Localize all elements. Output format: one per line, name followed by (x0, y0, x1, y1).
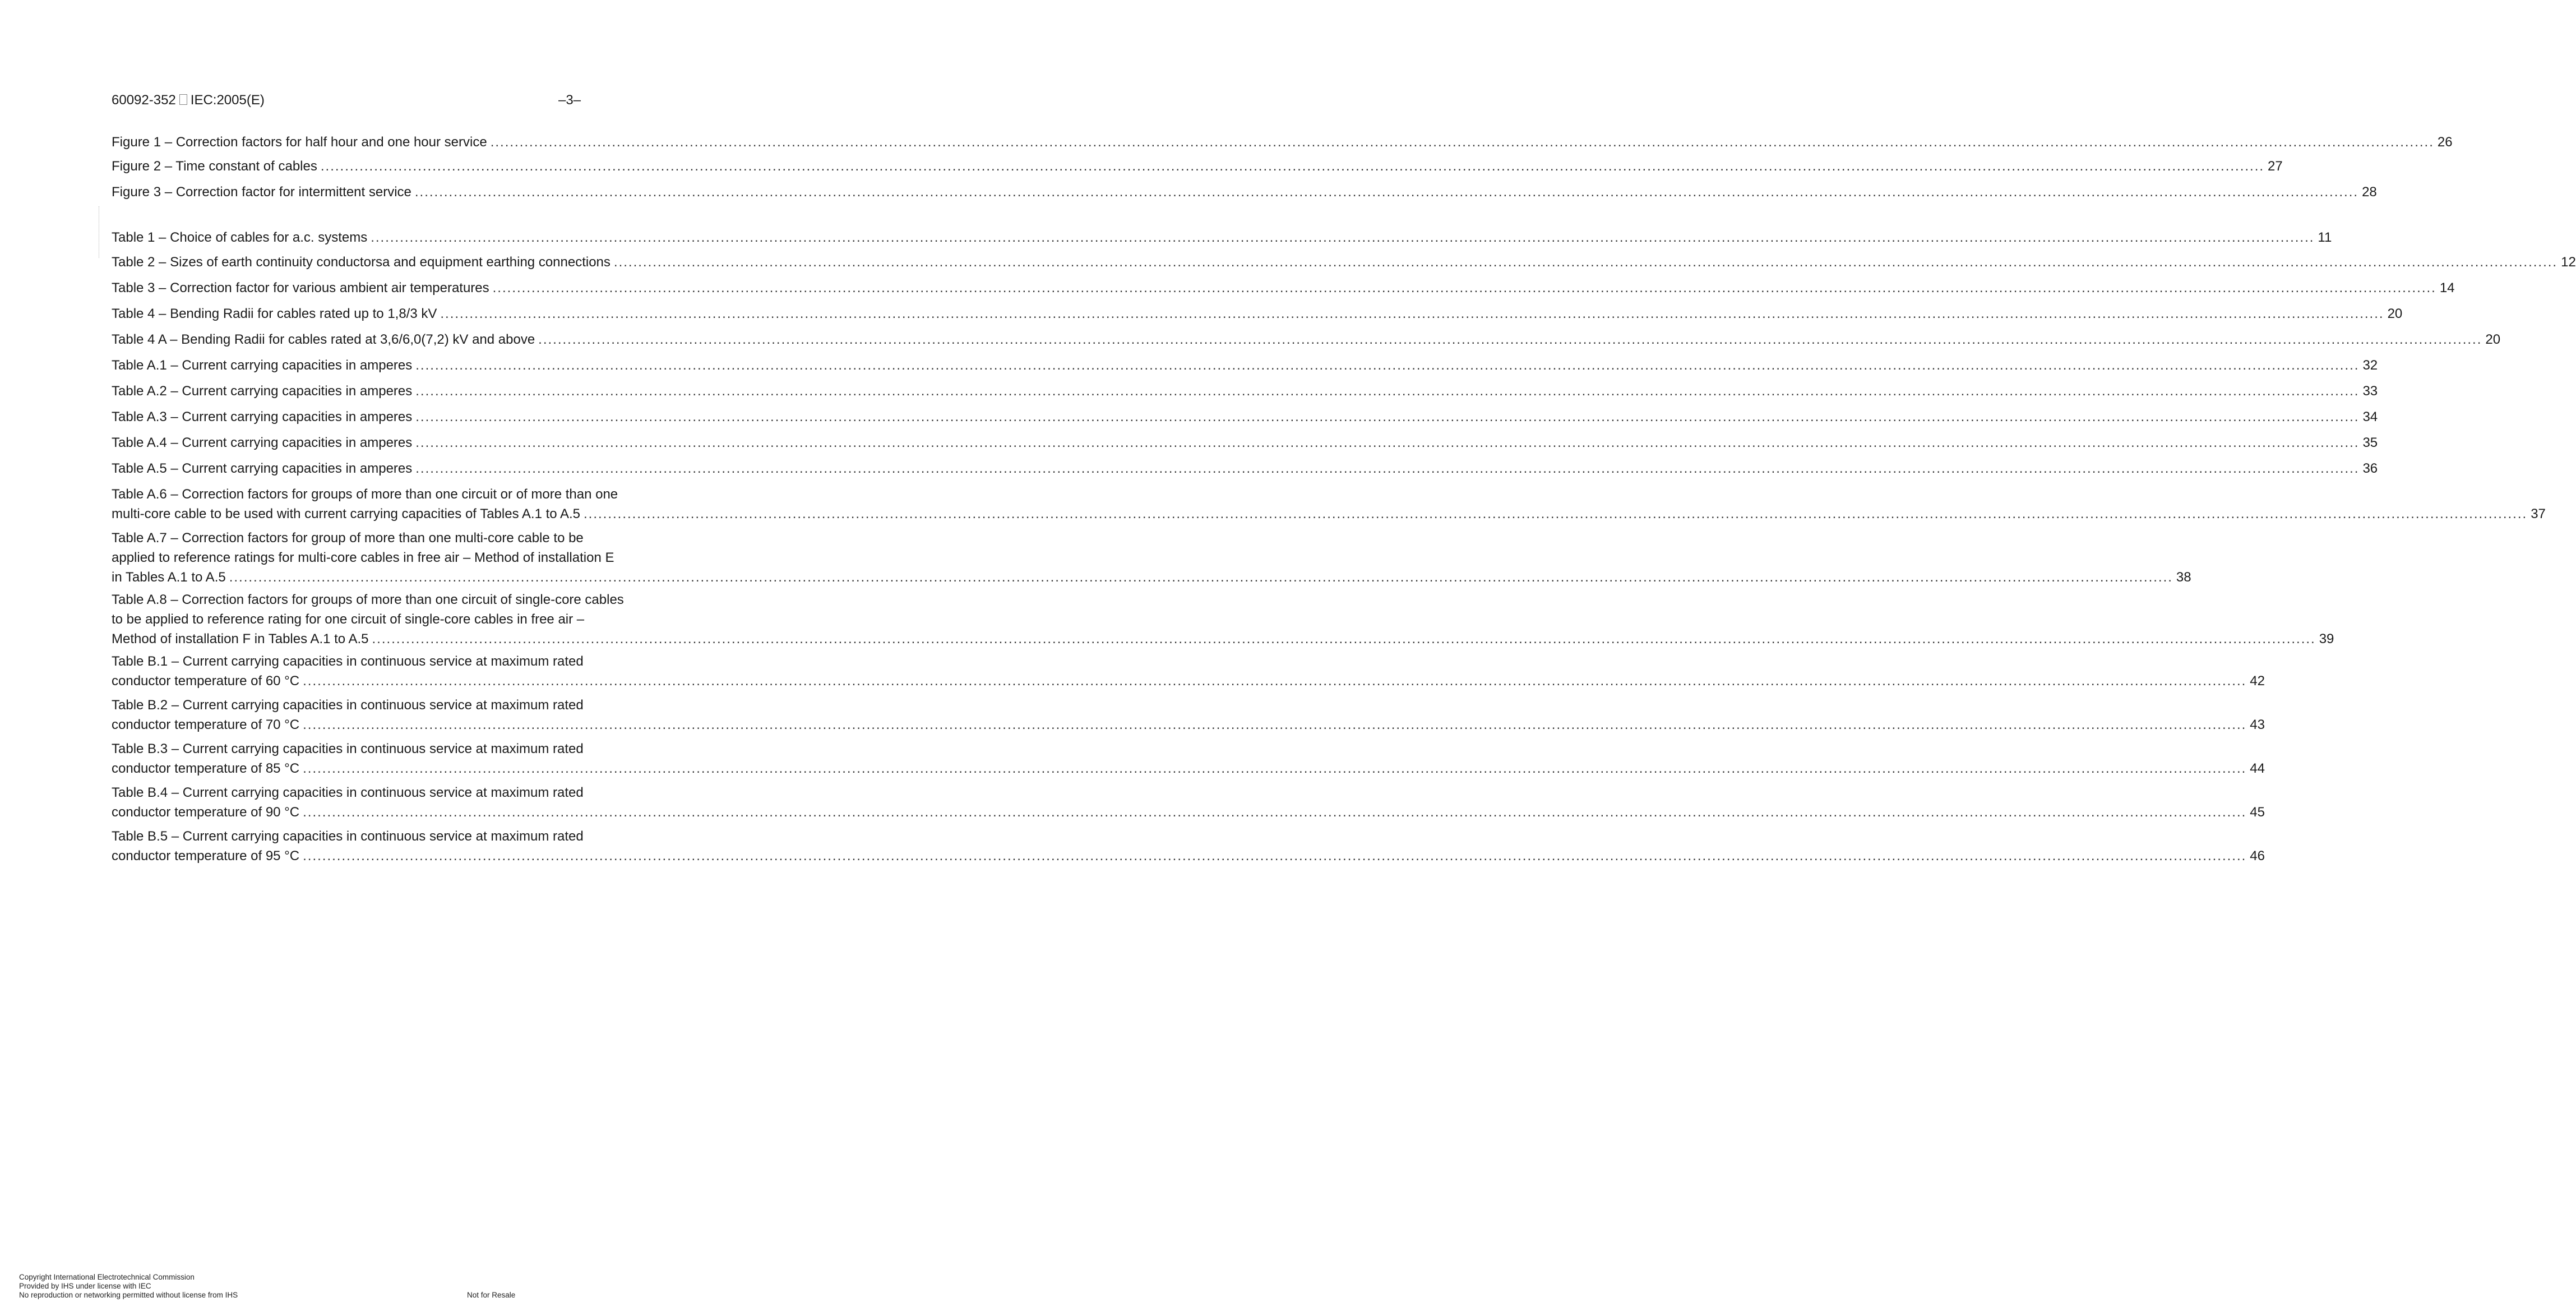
toc-entry-title: Table 4 – Bending Radii for cables rated up to 1,8/3 kV (112, 306, 437, 321)
toc-page-number: 43 (2250, 717, 2265, 732)
footer-reproduction: No reproduction or networking permitted without license from IHS (19, 1291, 238, 1299)
toc-entry[interactable] (112, 156, 2283, 176)
toc-entry[interactable] (112, 304, 2403, 324)
toc-page-number: 42 (2250, 673, 2265, 689)
toc-page-number: 20 (2485, 332, 2501, 347)
page-header (112, 91, 706, 110)
toc-leader-dots: ................................................................................................................................................................................................................................................................................................................................................................................................................ (584, 506, 2528, 521)
toc-leader-dots: ................................................................................................................................................................................................................................................................................................................................................................................................................ (303, 848, 2247, 864)
toc-page-number: 12 (2561, 255, 2576, 270)
toc-entry-title: Table A.1 – Current carrying capacities in amperes (112, 358, 413, 373)
toc-page-number: 32 (2362, 358, 2378, 373)
toc-leader-dots: ................................................................................................................................................................................................................................................................................................................................................................................................................ (229, 570, 2173, 585)
toc-leader-dots: ................................................................................................................................................................................................................................................................................................................................................................................................................ (415, 358, 2360, 373)
toc-page-number: 27 (2268, 159, 2283, 174)
toc-entry-title: conductor temperature of 70 °C (112, 717, 300, 732)
toc-entry[interactable] (112, 528, 2191, 587)
toc-leader-dots: ................................................................................................................................................................................................................................................................................................................................................................................................................ (303, 761, 2247, 776)
toc-leader-dots: ................................................................................................................................................................................................................................................................................................................................................................................................................ (440, 306, 2384, 321)
toc-leader-dots: ................................................................................................................................................................................................................................................................................................................................................................................................................ (613, 255, 2558, 270)
page-number: –3– (558, 93, 581, 108)
toc-page-number: 46 (2250, 848, 2265, 864)
footer-provider: Provided by IHS under license with IEC (19, 1282, 151, 1290)
toc-entry-title-line: Table B.1 – Current carrying capacities in continuous service at maximum rated (112, 654, 584, 669)
toc-entry-title-line: to be applied to reference rating for one circuit of single-core cables in free air – (112, 612, 585, 627)
toc-entry[interactable] (112, 407, 2378, 427)
toc-entry[interactable] (112, 182, 2377, 202)
document-id (112, 91, 265, 110)
toc-leader-dots: ................................................................................................................................................................................................................................................................................................................................................................................................................ (415, 461, 2360, 476)
toc-entry-title-line: Table A.8 – Correction factors for groups of more than one circuit of single-core cables (112, 592, 624, 607)
toc-entry[interactable] (112, 228, 2332, 247)
toc-entry-title: Table 2 – Sizes of earth continuity conductorsa and equipment earthing connections (112, 255, 611, 270)
toc-entry-title: conductor temperature of 85 °C (112, 761, 300, 776)
toc-page-number: 34 (2362, 409, 2378, 424)
toc-leader-dots: ................................................................................................................................................................................................................................................................................................................................................................................................................ (492, 280, 2436, 296)
toc-leader-dots: ................................................................................................................................................................................................................................................................................................................................................................................................................ (490, 135, 2434, 150)
toc-leader-dots: ................................................................................................................................................................................................................................................................................................................................................................................................................ (415, 384, 2360, 399)
toc-leader-dots: ................................................................................................................................................................................................................................................................................................................................................................................................................ (371, 230, 2315, 245)
toc-page-number: 39 (2319, 631, 2334, 647)
toc-entry[interactable] (112, 783, 2265, 822)
toc-page-number: 36 (2362, 461, 2378, 476)
toc-entry-title: Figure 2 – Time constant of cables (112, 159, 317, 174)
toc-entry[interactable] (112, 827, 2265, 866)
margin-mark (99, 206, 104, 258)
toc-page-number: 38 (2176, 570, 2191, 585)
toc-entry[interactable] (112, 484, 2546, 524)
toc-entry-title-line: Table B.2 – Current carrying capacities in continuous service at maximum rated (112, 698, 584, 713)
toc-entry-title: Table 1 – Choice of cables for a.c. systems (112, 230, 368, 245)
toc-leader-dots: ................................................................................................................................................................................................................................................................................................................................................................................................................ (320, 159, 2265, 174)
footer-not-for-resale: Not for Resale (467, 1291, 516, 1299)
toc-page-number: 45 (2250, 805, 2265, 820)
toc-entry-title: conductor temperature of 60 °C (112, 673, 300, 689)
toc-entry[interactable] (112, 356, 2378, 375)
document-id-number: 60092-352 (112, 93, 176, 108)
toc-entry-title-line: Table A.7 – Correction factors for group of more than one multi-core cable to be (112, 530, 584, 546)
toc-entry-title-line: Table B.3 – Current carrying capacities in continuous service at maximum rated (112, 741, 584, 756)
toc-leader-dots: ................................................................................................................................................................................................................................................................................................................................................................................................................ (303, 717, 2247, 732)
toc-page-number: 28 (2362, 184, 2377, 200)
toc-page-number: 33 (2362, 384, 2378, 399)
missing-glyph-icon (179, 94, 187, 105)
toc-entry-title: Table 4 A – Bending Radii for cables rated at 3,6/6,0(7,2) kV and above (112, 332, 535, 347)
toc-page-number: 35 (2362, 435, 2378, 450)
toc-entry-title-line: Table B.4 – Current carrying capacities in continuous service at maximum rated (112, 785, 584, 800)
toc-entry[interactable] (112, 330, 2501, 349)
toc-entry-title: Figure 1 – Correction factors for half hour and one hour service (112, 135, 487, 150)
toc-page-number: 44 (2250, 761, 2265, 776)
toc-entry-title: Table 3 – Correction factor for various ambient air temperatures (112, 280, 489, 296)
toc-entry-title-line: Table B.5 – Current carrying capacities in continuous service at maximum rated (112, 829, 584, 844)
toc-page-number: 11 (2318, 230, 2332, 245)
toc-entry-title: Table A.5 – Current carrying capacities in amperes (112, 461, 413, 476)
toc-entry-title: conductor temperature of 95 °C (112, 848, 300, 864)
toc-entry-title: Table A.4 – Current carrying capacities in amperes (112, 435, 413, 450)
toc-leader-dots: ................................................................................................................................................................................................................................................................................................................................................................................................................ (414, 184, 2359, 200)
toc-entry-title: Table A.3 – Current carrying capacities in amperes (112, 409, 413, 424)
toc-entry[interactable] (112, 459, 2378, 478)
toc-entry-title: Table A.2 – Current carrying capacities in amperes (112, 384, 413, 399)
toc-entry[interactable] (112, 652, 2265, 691)
toc-leader-dots: ................................................................................................................................................................................................................................................................................................................................................................................................................ (303, 673, 2247, 689)
toc-entry-title-line: Table A.6 – Correction factors for groups of more than one circuit or of more than one (112, 487, 618, 502)
toc-entry-title: Method of installation F in Tables A.1 to A.5 (112, 631, 369, 647)
toc-entry[interactable] (112, 381, 2378, 401)
toc-leader-dots: ................................................................................................................................................................................................................................................................................................................................................................................................................ (415, 435, 2360, 450)
toc-entry-title: conductor temperature of 90 °C (112, 805, 300, 820)
toc-entry-title: Figure 3 – Correction factor for intermittent service (112, 184, 411, 200)
toc-entry[interactable] (112, 739, 2265, 778)
toc-entry[interactable] (112, 252, 2576, 272)
footer-copyright: Copyright International Electrotechnical Commission (19, 1273, 195, 1281)
toc-entry-title-line: applied to reference ratings for multi-core cables in free air – Method of installation E (112, 550, 614, 565)
toc-entry[interactable] (112, 433, 2378, 453)
toc-entry[interactable] (112, 278, 2455, 298)
toc-leader-dots: ................................................................................................................................................................................................................................................................................................................................................................................................................ (415, 409, 2360, 424)
toc-entry[interactable] (112, 590, 2334, 649)
toc-page-number: 37 (2531, 506, 2546, 521)
toc-page-number: 14 (2439, 280, 2455, 296)
toc-leader-dots: ................................................................................................................................................................................................................................................................................................................................................................................................................ (538, 332, 2482, 347)
toc-entry[interactable] (112, 132, 2453, 152)
toc-entry-title: multi-core cable to be used with current carrying capacities of Tables A.1 to A.5 (112, 506, 580, 521)
toc-page-number: 20 (2387, 306, 2403, 321)
document-id-edition: IEC:2005(E) (190, 93, 265, 108)
toc-entry-title: in Tables A.1 to A.5 (112, 570, 226, 585)
toc-page-number: 26 (2437, 135, 2453, 150)
toc-entry[interactable] (112, 695, 2265, 735)
toc-leader-dots: ................................................................................................................................................................................................................................................................................................................................................................................................................ (372, 631, 2316, 647)
toc-leader-dots: ................................................................................................................................................................................................................................................................................................................................................................................................................ (303, 805, 2247, 820)
